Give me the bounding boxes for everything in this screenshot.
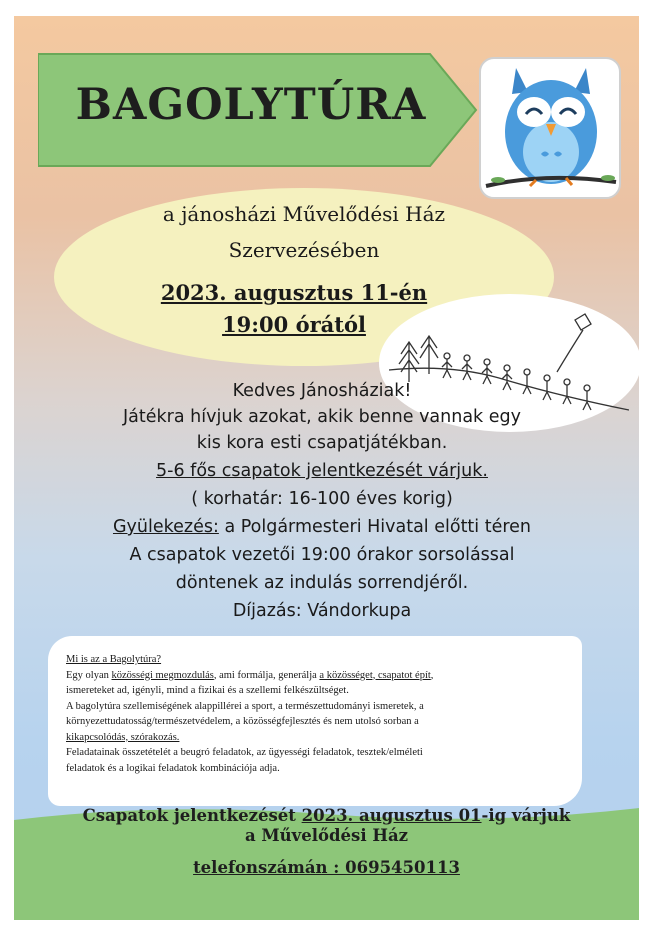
draw-line1: A csapatok vezetői 19:00 órakor sorsolással — [129, 545, 515, 565]
footer-phone: telefonszámán : 0695450113 — [193, 858, 460, 877]
event-title: BAGOLYTÚRA — [75, 80, 427, 130]
info-heading: Mi is az a Bagolytúra? — [66, 654, 162, 665]
footer-line2: a Művelődési Ház — [244, 826, 409, 845]
event-date: 2023. augusztus 11-én — [160, 280, 428, 305]
info-p2-line3: kikapcsolódás, szórakozás. — [66, 731, 180, 743]
teams-line: 5-6 fős csapatok jelentkezését várjuk. — [156, 461, 488, 481]
invite-line1: Játékra hívjuk azokat, akik benne vannak egy — [123, 407, 521, 427]
info-p1-line1: Egy olyan közösségi megmozdulás, ami formálja, generálja a közösséget, csapatot épít, — [66, 669, 434, 681]
footer-line1: Csapatok jelentkezését 2023. augusztus 01-ig várjuk — [82, 806, 571, 825]
info-p3-line1: Feladatainak összetételét a beugró feladatok, az ügyességi feladatok, tesztek/elméleti — [66, 747, 423, 758]
info-p2-line1: A bagolytúra szellemiségének alappillérei a sport, a természettudományi ismeretek, a — [66, 700, 424, 712]
info-text — [66, 652, 571, 776]
age-limit: ( korhatár: 16-100 éves korig) — [191, 489, 453, 509]
organizer-line2: Szervezésében — [228, 238, 380, 262]
organizer-line1: a jánosházi Művelődési Ház — [162, 202, 446, 226]
greeting: Kedves Jánosháziak! — [232, 381, 412, 401]
prize-line: Díjazás: Vándorkupa — [232, 601, 412, 621]
poster — [14, 16, 639, 920]
gathering-label: Gyülekezés: — [112, 517, 219, 537]
gathering-place: a Polgármesteri Hivatal előtti téren — [218, 517, 532, 537]
event-time: 19:00 órától — [222, 312, 366, 337]
info-p1-line2: ismereteket ad, igényli, mind a fizikai és a szellemi felkészültséget. — [66, 685, 349, 696]
draw-line2: döntenek az indulás sorrendjéről. — [175, 573, 469, 593]
invite-line2: kis kora esti csapatjátékban. — [196, 433, 448, 453]
gathering-line — [42, 516, 602, 538]
info-p2-line2: környezettudatosság/természetvédelem, a közösségfejlesztés és nem utolsó sorban a — [66, 716, 419, 727]
info-p3-line2: feladatok és a logikai feladatok kombinációja adja. — [66, 762, 280, 774]
owl-icon — [476, 54, 626, 204]
title-banner — [38, 50, 478, 170]
